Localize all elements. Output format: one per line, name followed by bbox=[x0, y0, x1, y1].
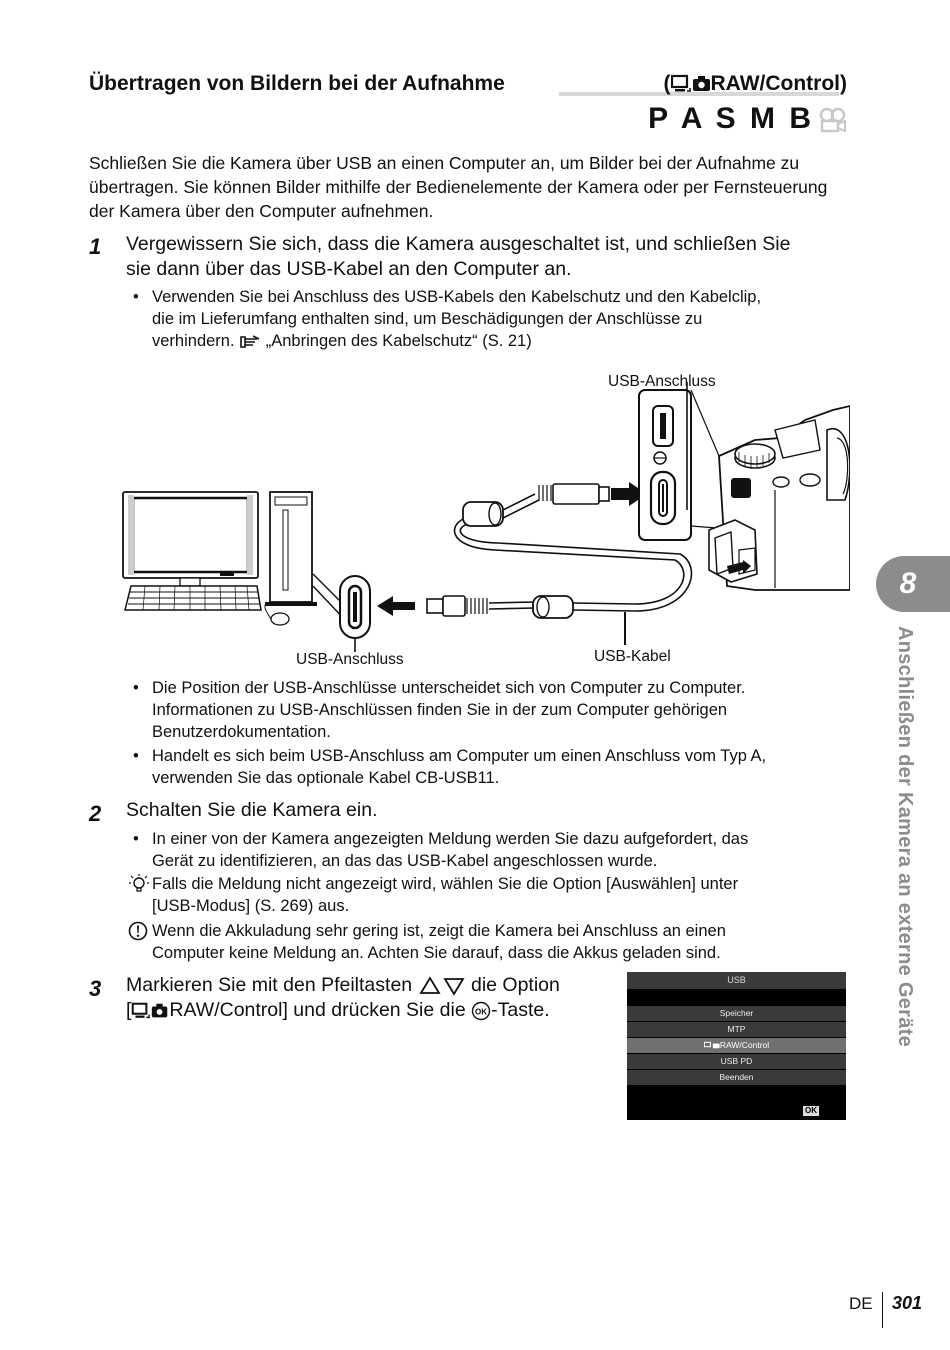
step-1-line-2: sie dann über das USB-Kabel an den Computer an. bbox=[126, 258, 572, 280]
caution-line: Wenn die Akkuladung sehr gering ist, zeigt die Kamera bei Anschluss an einen bbox=[152, 922, 726, 940]
caution-line: Computer keine Meldung an. Achten Sie darauf, dass die Akkus geladen sind. bbox=[152, 944, 721, 962]
usb-menu-item-beenden[interactable]: Beenden bbox=[627, 1070, 846, 1085]
step-3-number: 3 bbox=[89, 976, 102, 1001]
step-1-line-1: Vergewissern Sie sich, dass die Kamera ausgeschaltet ist, und schließen Sie bbox=[126, 233, 791, 255]
bullet-text: verhindern. bbox=[152, 332, 235, 350]
page-title: Übertragen von Bildern bei der Aufnahme bbox=[89, 72, 505, 95]
step-2-tip bbox=[128, 873, 853, 917]
step-1-text bbox=[126, 232, 866, 282]
reference-hand-icon bbox=[239, 334, 261, 350]
computer-illustration bbox=[123, 492, 317, 625]
movie-mode-icon bbox=[818, 107, 846, 133]
step-2-number: 2 bbox=[89, 801, 102, 826]
bullet-mark: • bbox=[133, 830, 139, 848]
label-usb-cable: USB-Kabel bbox=[594, 648, 671, 665]
intro-paragraph: Schließen Sie die Kamera über USB an einen Computer an, um Bilder bei der Aufnahme zu übertragen. Sie können Bilder mithilfe der Bedienelemente der Kamera oder per Fernsteuerung der Kamera über den Computer aufnehmen. bbox=[89, 153, 828, 221]
camera-illustration bbox=[709, 406, 850, 590]
page-number: 301 bbox=[892, 1293, 923, 1313]
label-computer-usb-port: USB-Anschluss bbox=[296, 651, 404, 668]
pc-camera-icon bbox=[704, 1041, 720, 1050]
shooting-modes bbox=[648, 102, 846, 136]
usb-menu-item-speicher[interactable]: Speicher bbox=[627, 1006, 846, 1021]
usb-menu-item-label: RAW/Control bbox=[719, 1040, 770, 1050]
step-1-bullet-2 bbox=[133, 677, 853, 743]
step-1-bullet-1 bbox=[133, 286, 853, 352]
step-2-text: Schalten Sie die Kamera ein. bbox=[126, 799, 378, 821]
footer-divider bbox=[882, 1292, 883, 1328]
usb-connection-diagram bbox=[115, 360, 850, 680]
footer-language: DE bbox=[849, 1294, 873, 1313]
tip-icon bbox=[128, 873, 150, 895]
bullet-line: Gerät zu identifizieren, an das das USB-Kabel angeschlossen wurde. bbox=[152, 852, 658, 870]
bullet-body bbox=[152, 828, 852, 872]
bullet-line: In einer von der Kamera angezeigten Meldung werden Sie dazu aufgefordert, das bbox=[152, 830, 749, 848]
bullet-line: Verwenden Sie bei Anschluss des USB-Kabels den Kabelschutz und den Kabelclip, bbox=[152, 288, 762, 306]
camera-port-callout bbox=[639, 382, 719, 540]
bullet-line: Handelt es sich beim USB-Anschluss am Computer um einen Anschluss vom Typ A, bbox=[152, 747, 767, 765]
computer-port-callout bbox=[313, 574, 415, 652]
step-1-bullet-3 bbox=[133, 745, 853, 789]
step-1-number: 1 bbox=[89, 234, 102, 259]
tip-body bbox=[152, 873, 852, 917]
usb-menu-screen bbox=[627, 972, 846, 1120]
page-header bbox=[89, 72, 847, 102]
title-mode-indicator bbox=[664, 72, 847, 96]
pc-camera-icon bbox=[671, 73, 711, 95]
step-3-text-part: die Option bbox=[470, 974, 560, 996]
chapter-title-vertical bbox=[888, 626, 918, 1116]
usb-menu-item-raw-control[interactable] bbox=[627, 1038, 846, 1053]
chapter-title: Anschließen der Kamera an externe Geräte bbox=[894, 626, 916, 1048]
caution-icon bbox=[128, 921, 148, 941]
bullet-line bbox=[152, 330, 852, 352]
arrow-up-down-icon bbox=[418, 976, 466, 996]
bullet-line: Informationen zu USB-Anschlüssen finden Sie in der zum Computer gehörigen bbox=[152, 701, 728, 719]
bullet-body bbox=[152, 677, 852, 743]
usb-menu-ok-badge: OK bbox=[805, 1106, 817, 1115]
usb-menu-item-usb-pd[interactable]: USB PD bbox=[627, 1054, 846, 1069]
step-3-text-part: [ bbox=[126, 999, 132, 1021]
bullet-body bbox=[152, 745, 852, 789]
bullet-line: die im Lieferumfang enthalten sind, um Beschädigungen der Anschlüsse zu bbox=[152, 310, 703, 328]
chapter-number: 8 bbox=[899, 567, 917, 600]
bullet-line: Benutzerdokumentation. bbox=[152, 723, 331, 741]
bullet-line: verwenden Sie das optionale Kabel CB-USB11. bbox=[152, 769, 500, 787]
bullet-mark: • bbox=[133, 679, 139, 697]
pc-camera-icon bbox=[131, 1001, 169, 1021]
title-paren: ( bbox=[663, 72, 671, 95]
tip-line: [USB-Modus] (S. 269) aus. bbox=[152, 897, 350, 915]
caution-body bbox=[152, 920, 852, 964]
step-2-bullet-1 bbox=[133, 828, 853, 872]
step-3-text-part: -Taste. bbox=[491, 999, 550, 1021]
title-mode-text: RAW/Control) bbox=[710, 72, 847, 95]
step-3-line-2 bbox=[126, 998, 616, 1023]
reference-link[interactable]: „Anbringen des Kabelschutz“ (S. 21) bbox=[265, 332, 532, 350]
usb-menu-item-mtp[interactable]: MTP bbox=[627, 1022, 846, 1037]
tip-line: Falls die Meldung nicht angezeigt wird, wählen Sie die Option [Auswählen] unter bbox=[152, 875, 739, 893]
step-2-caution bbox=[128, 920, 853, 964]
bullet-line: Die Position der USB-Anschlüsse unterscheidet sich von Computer zu Computer. bbox=[152, 679, 746, 697]
step-3-text bbox=[126, 973, 616, 1023]
bullet-mark: • bbox=[133, 747, 139, 765]
step-3-text-part: Markieren Sie mit den Pfeiltasten bbox=[126, 974, 413, 996]
ok-button-icon bbox=[471, 1001, 491, 1021]
svg-text:OK: OK bbox=[475, 1007, 488, 1017]
mode-letters: P A S M B bbox=[648, 102, 814, 135]
usb-menu-title: USB bbox=[627, 972, 846, 989]
label-camera-usb-port: USB-Anschluss bbox=[608, 373, 716, 390]
bullet-mark: • bbox=[133, 288, 139, 306]
step-3-text-part: RAW/Control] und drücken Sie die bbox=[169, 999, 466, 1021]
bullet-body bbox=[152, 286, 852, 352]
step-3-line-1 bbox=[126, 973, 616, 998]
